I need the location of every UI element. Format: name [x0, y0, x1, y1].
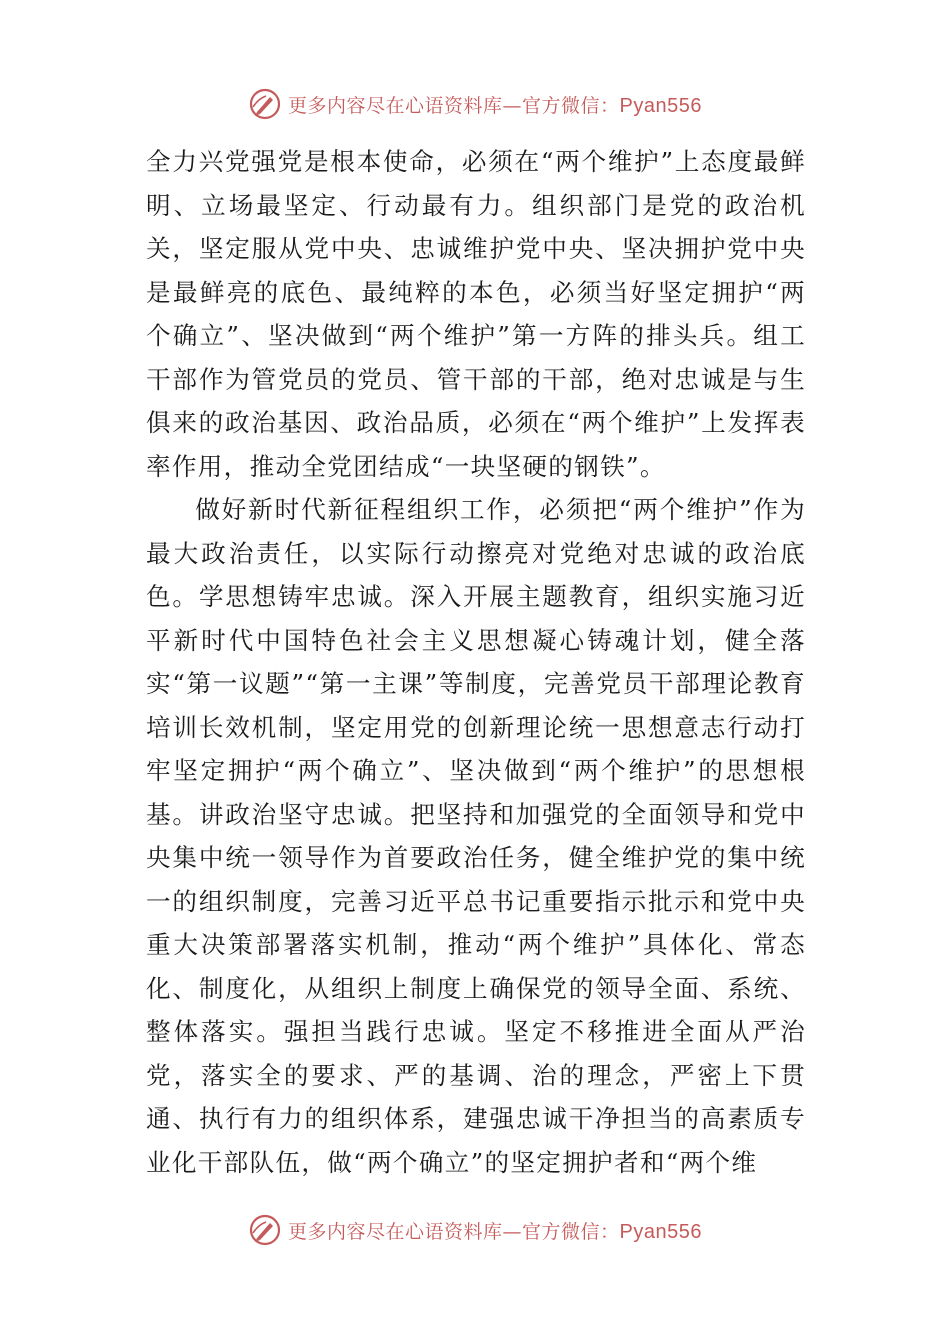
- header-watermark-text: [288, 91, 702, 118]
- document-body: [146, 140, 806, 1184]
- paragraph-2: 做好新时代新征程组织工作，必须把“两个维护”作为最大政治责任，以实际行动擦亮对党绝对忠诚的政治底色。学思想铸牢忠诚。深入开展主题教育，组织实施习近平新时代中国特色社会主义思想凝心铸魂计划，健全落实“第一议题”“第一主课”等制度，完善党员干部理论教育培训长效机制，坚定用党的创新理论统一思想意志行动打牢坚定拥护“两个确立”、坚决做到“两个维护”的思想根基。讲政治坚守忠诚。把坚持和加强党的全面领导和党中央集中统一领导作为首要政治任务，健全维护党的集中统一的组织制度，完善习近平总书记重要指示批示和党中央重大决策部署落实机制，推动“两个维护”具体化、常态化、制度化，从组织上制度上确保党的领导全面、系统、整体落实。强担当践行忠诚。坚定不移推进全面从严治党，落实全的要求、严的基调、治的理念，严密上下贯通、执行有力的组织体系，建强忠诚干净担当的高素质专业化干部队伍，做“两个确立”的坚定拥护者和“两个维: [146, 495, 806, 1177]
- footer-watermark-id: Pyan556: [619, 1220, 702, 1243]
- header-watermark-main: 更多内容尽在心语资料库—官方微信：: [288, 94, 620, 117]
- footer-watermark-text: [288, 1217, 702, 1244]
- pen-logo-icon: [248, 87, 282, 121]
- header-watermark: [0, 84, 950, 124]
- header-watermark-id: Pyan556: [619, 94, 702, 117]
- pen-logo-icon: [248, 1213, 282, 1247]
- footer-watermark-main: 更多内容尽在心语资料库—官方微信：: [288, 1220, 620, 1243]
- paragraph-1: 全力兴党强党是根本使命，必须在“两个维护”上态度最鲜明、立场最坚定、行动最有力。组织部门是党的政治机关，坚定服从党中央、忠诚维护党中央、坚决拥护党中央是最鲜亮的底色、最纯粹的本色，必须当好坚定拥护“两个确立”、坚决做到“两个维护”第一方阵的排头兵。组工干部作为管党员的党员、管干部的干部，绝对忠诚是与生俱来的政治基因、政治品质，必须在“两个维护”上发挥表率作用，推动全党团结成“一块坚硬的钢铁”。: [146, 147, 806, 481]
- footer-watermark: [0, 1210, 950, 1250]
